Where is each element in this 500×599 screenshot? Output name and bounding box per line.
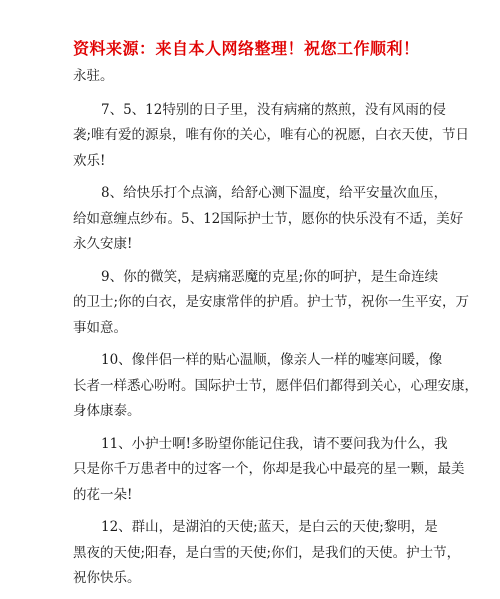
paragraph [73,98,470,175]
paragraph-line: 给如意缠点纱布。5、12国际护士节，愿你的快乐没有不适，美好 [73,210,464,227]
paragraph [73,432,465,509]
paragraph-line: 7、5、12特别的日子里，没有病痛的熬煎，没有风雨的侵 [101,101,446,118]
paragraph-line: 长者一样悉心吩咐。国际护士节，愿伴侣们都得到关心，心理安康， [73,377,478,394]
paragraph-line: 的花一朵! [73,486,133,503]
paragraph-line: 黑夜的天使;阳春，是白雪的天使;你们，是我们的天使。护士节， [73,544,461,561]
paragraph-line: 9、你的微笑，是病痛恶魔的克星;你的呵护，是生命连续 [101,268,439,285]
paragraph-line: 只是你千万患者中的过客一个，你却是我心中最亮的星一颗，最美 [73,461,465,477]
document-body [73,64,478,599]
source-header: 资料来源：来自本人网络整理！祝您工作顺利！ [73,39,420,58]
paragraph-line: 事如意。 [73,319,127,336]
paragraph-line: 的卫士;你的白衣，是安康常伴的护盾。护士节，祝你一生平安，万 [73,294,470,310]
paragraph-line: 永久安康! [73,236,133,252]
paragraph [73,64,433,90]
paragraph-line: 12、群山，是湖泊的天使;蓝天，是白云的天使;黎明，是 [101,519,438,535]
paragraph-line: 10、像伴侣一样的贴心温顺，像亲人一样的嘘寒问暖，像 [101,352,443,368]
paragraph [73,181,464,258]
paragraph-line: 永驻。 [73,68,114,84]
paragraph-line: 祝你快乐。 [73,570,141,586]
paragraph [73,265,470,342]
paragraph-line: 袭;唯有爱的源泉，唯有你的关心，唯有心的祝愿，白衣天使，节日 [73,127,470,143]
paragraph-line: 欢乐! [73,152,106,169]
paragraph-line: 11、小护士啊!多盼望你能记住我，请不要问我为什么，我 [101,435,448,452]
paragraph [73,515,461,592]
paragraph [73,348,478,425]
paragraph-line: 8、给快乐打个点滴，给舒心测下温度，给平安量次血压， [101,185,448,201]
paragraph-line: 身体康泰。 [73,403,141,419]
